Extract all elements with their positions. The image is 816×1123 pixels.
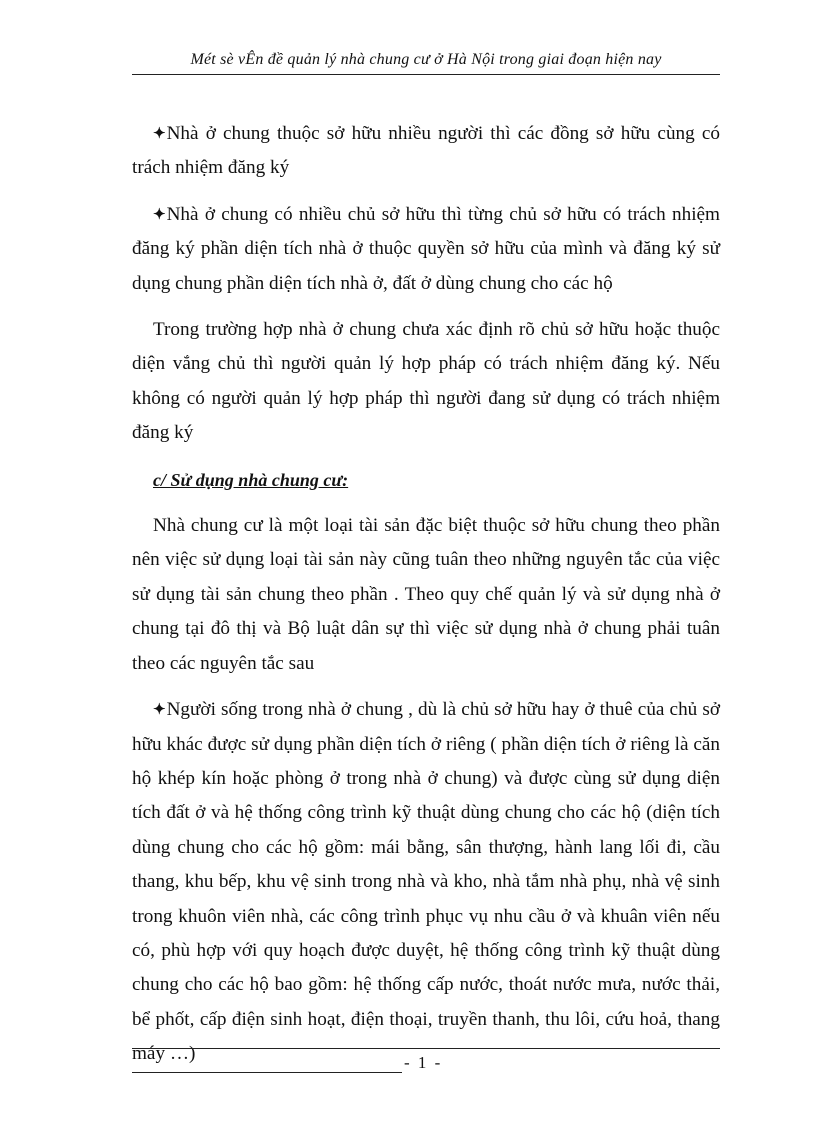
footer-rule	[132, 1048, 720, 1049]
section-heading: c/ Sử dụng nhà chung cư:	[153, 469, 349, 490]
paragraph-2	[132, 198, 720, 301]
header-rule	[132, 74, 720, 75]
paragraph-text: Nhà ở chung thuộc sở hữu nhiều người thì các đồng sở hữu cùng có trách nhiệm đăng ký	[132, 123, 720, 179]
bullet-icon: ✦	[153, 702, 166, 719]
bullet-icon: ✦	[153, 206, 166, 223]
paragraph-text: Người sống trong nhà ở chung , dù là chủ sở hữu hay ở thuê của chủ sở hữu khác được sử dụng phần diện tích ở riêng ( phần diện tích ở riêng là căn hộ khép kín hoặc phòng ở trong nhà ở chung) và được cùng sử dụng diện tích đất ở và hệ thống công trình kỹ thuật dùng chung cho các hộ (diện tích dùng chung cho các hộ gồm: mái bằng, sân thượng, hành lang lối đi, cầu thang, khu bếp, khu vệ sinh trong nhà và kho, nhà tắm nhà phụ, nhà vệ sinh trong khuôn viên nhà, các công trình phục vụ nhu cầu ở và khuân viên nếu có, phù hợp với quy hoạch được duyệt, hệ thống công trình kỹ thuật dùng chung cho các hộ bao gồm: hệ thống cấp nước, thoát nước mưa, nước thải, bể phốt, cấp điện sinh hoạt, điện thoại, truyền thanh, thu lôi, cứu hoả, thang máy …)	[132, 699, 720, 1065]
page-body	[132, 117, 720, 1084]
paragraph-4	[132, 509, 720, 681]
paragraph-1	[132, 117, 720, 186]
paragraph-5	[132, 693, 720, 1071]
bullet-icon: ✦	[153, 126, 166, 142]
page-number: - 1 -	[404, 1053, 443, 1072]
paragraph-text: Nhà ở chung có nhiều chủ sở hữu thì từng chủ sở hữu có trách nhiệm đăng ký phần diện tích nhà ở thuộc quyền sở hữu của mình và đăng ký sử dụng chung phần diện tích nhà ở, đất ở dùng chung cho các hộ	[132, 203, 720, 294]
paragraph-text: Trong trường hợp nhà ở chung chưa xác định rõ chủ sở hữu hoặc thuộc diện vắng chủ thì người quản lý hợp pháp có trách nhiệm đăng ký. Nếu không có người quản lý hợp pháp thì người đang sử dụng có trách nhiệm đăng ký	[132, 319, 720, 444]
paragraph-3	[132, 313, 720, 451]
paragraph-text: Nhà chung cư là một loại tài sản đặc biệt thuộc sở hữu chung theo phần nên việc sử dụng loại tài sản này cũng tuân theo những nguyên tắc của việc sử dụng tài sản chung theo phần . Theo quy chế quản lý và sử dụng nhà ở chung tại đô thị và Bộ luật dân sự thì việc sử dụng nhà ở chung phải tuân theo các nguyên tắc sau	[132, 515, 720, 674]
footnote-rule	[132, 1072, 402, 1073]
running-header: Mét sè vÊn đề quản lý nhà chung cư ở Hà Nội trong giai đoạn hiện nay	[190, 51, 662, 68]
